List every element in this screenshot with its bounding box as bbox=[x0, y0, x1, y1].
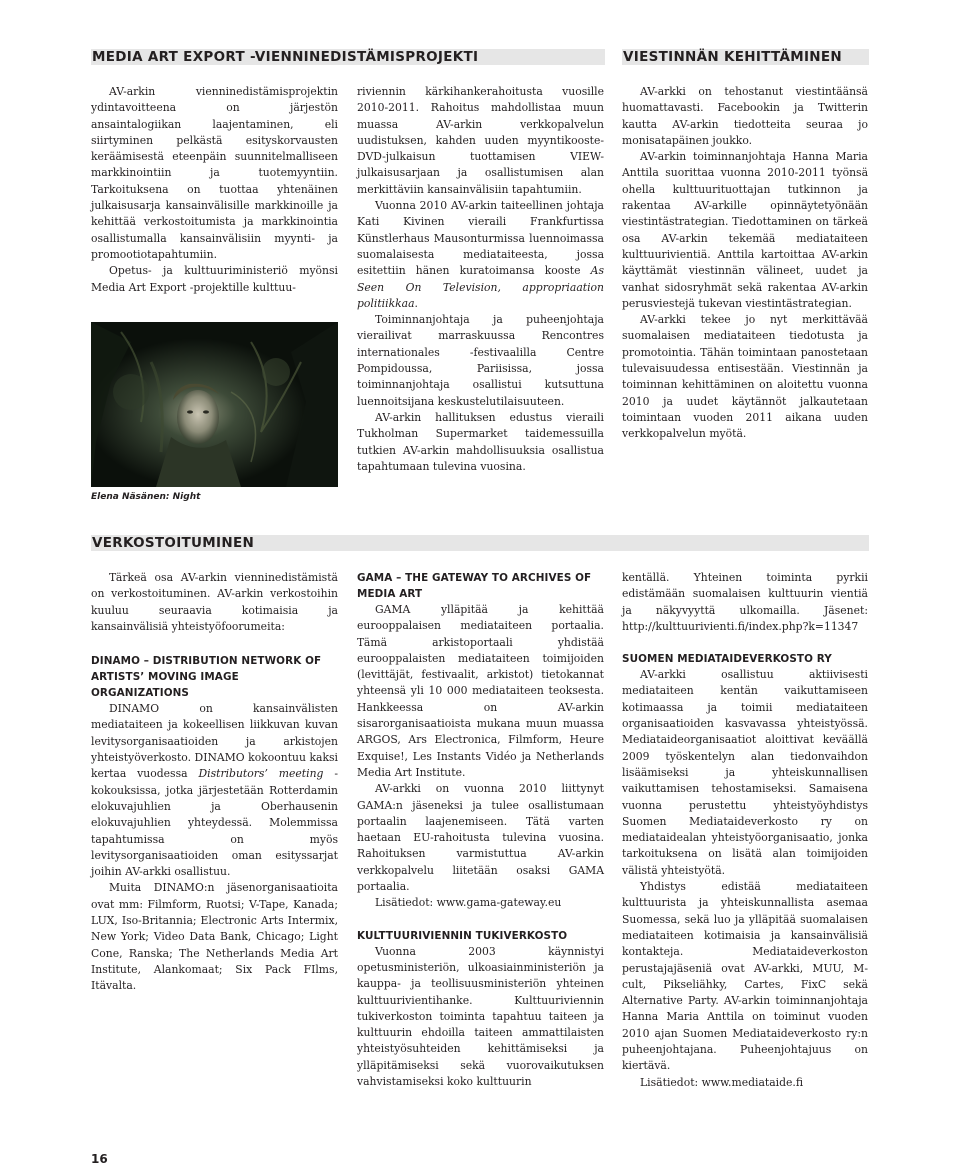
dinamo-paragraph: DINAMO on kansainvälisten mediataiteen ja kokeellisen liikkuvan kuvan levitysorganisaatioiden ja arkistojen yhteistyöverkosto. DINAMO kokoontuu kaksi kertaa vuodessa Distributors’ meeting -kokouksissa, jotka järjestetään Rotterdamin elokuvajuhlien ja Oberhausenin elokuvajuhlien yhteydessä. Molemmissa tapahtumissa on myös levitysorganisaatioiden oman esityssarjat joihin AV-arkki osallistuu. bbox=[91, 702, 338, 879]
gama-link: Lisätiedot: www.gama-gateway.eu bbox=[375, 896, 562, 910]
dinamo-paragraph: Muita DINAMO:n jäsenorganisaatioita ovat mm: Filmform, Ruotsi; V-Tape, Kanada; LUX, Iso-Britannia; Electronic Arts Intermix, New York; Video Data Bank, Chicago; Light Cone, Ranska; The Netherlands Media Art Institute, Alankomaat; Six Pack FIlms, Itävalta. bbox=[91, 881, 338, 993]
night-photo bbox=[91, 322, 338, 487]
section-heading-viestinta: VIESTINNÄN KEHITTÄMINEN bbox=[622, 49, 869, 65]
section-heading-media-art-export: MEDIA ART EXPORT -VIENNINEDISTÄMISPROJEKTI bbox=[91, 49, 605, 65]
verkosto-column-2 bbox=[357, 570, 604, 1090]
viestinta-paragraph: AV-arkin toiminnanjohtaja Hanna Maria Anttila suorittaa vuonna 2010-2011 työnsä ohella kulttuurituottajan tutkinnon ja rakentaa AV-arkille opinnäytetyönään viestintästrategian. Tiedottaminen on tärkeä osa AV-arkin tekemää mediataiteen kulttuurivientiä. Anttila kartoittaa AV-arkin käyttämät viestinnän välineet, uudet ja vanhat sidosryhmät sekä rakentaa AV-arkin perusviestejä tukevan viestintästrategian. bbox=[622, 150, 868, 310]
export-paragraph: Vuonna 2010 AV-arkin taiteellinen johtaja Kati Kivinen vieraili Frankfurtissa Künstlerhaus Mausonturmissa luennoimassa suomalaisesta mediataiteesta, jossa esitettiin hänen kuratoimansa kooste As Seen On Television, appropriaation politiikkaa. bbox=[357, 199, 604, 310]
verkosto-column-3 bbox=[622, 570, 868, 1091]
kulttuurivienti-paragraph: Vuonna 2003 käynnistyi opetusministeriön, ulkoasiainministeriön ja kauppa- ja teollisuusministeriön yhteinen kulttuurivientihanke. Kulttuuriviennin tukiverkoston toiminta tapahtuu taiteen ja kulttuurin ehdoilla taiteen ammattilaisten yhteistyösuhteiden kehittämiseksi ja ylläpitämiseksi sekä vuorovaikutuksen vahvistamiseksi koko kulttuurin bbox=[357, 944, 604, 1089]
gama-paragraph: AV-arkki on vuonna 2010 liittynyt GAMA:n jäseneksi ja tulee osallistumaan portaalin laajenemiseen. Tätä varten haetaan EU-rahoitusta tulevina vuosina. Rahoituksen varmistuttua AV-arkin verkkopalvelu liitetään osaksi GAMA portaalia. bbox=[357, 782, 604, 894]
page-number: 16 bbox=[91, 1152, 108, 1166]
verkosto-column-1 bbox=[91, 570, 338, 995]
export-column-1 bbox=[91, 84, 338, 296]
export-paragraph: AV-arkin vienninedistämisprojektin ydintavoitteena on järjestön ansaintalogiikan laajentaminen, eli siirtyminen pelkästä esityskorvausten keräämisestä eteenpäin suunnitelmalliseen markkinointiin ja tuotemyyntiin. Tarkoituksena on tuottaa yhtenäinen julkaisusarja kansainvälisille markkinoille ja kehittää verkostoitumista ja markkinointia osallistumalla kansainvälisiin myynti- ja promootiotapahtumiin. bbox=[91, 85, 338, 261]
export-paragraph: AV-arkin hallituksen edustus vieraili Tukholman Supermarket taidemessuilla tutkien AV-arkin mahdollisuuksia osallistua tapahtumaan tulevina vuosina. bbox=[357, 410, 604, 473]
night-photo-image bbox=[91, 322, 338, 487]
viestinta-paragraph: AV-arkki tekee jo nyt merkittävää suomalaisen mediataiteen tiedotusta ja promotointia. Tähän toimintaan panostetaan tulevaisuudessa entisestään. Viestinnän ja toiminnan kehittäminen on aloitettu vuonna 2010 ja uudet käytännöt jalkautetaan toimintaan vuoden 2011 aikana uuden verkkopalvelun myötä. bbox=[622, 313, 868, 441]
gama-paragraph: GAMA ylläpitää ja kehittää eurooppalaisen mediataiteen portaalia. Tämä arkistoportaali yhdistää eurooppalaisten mediataiteen toimijoiden (levittäjät, festivaalit, arkistot) tietokannat yhteensä yli 10 000 mediataiteen teoksesta. Hankkeessa on AV-arkin sisarorganisaatioista mukana muun muassa ARGOS, Ars Electronica, Filmform, Heure Exquise!, Les Instants Vidéo ja Netherlands Media Art Institute. bbox=[357, 603, 604, 779]
verkosto-intro: Tärkeä osa AV-arkin vienninedistämistä on verkostoituminen. AV-arkin verkostoihin kuuluu seuraavia kotimaisia ja kansainvälisiä yhteistyöfoorumeita: bbox=[91, 571, 338, 633]
export-paragraph: riviennin kärkihankerahoitusta vuosille 2010-2011. Rahoitus mahdollistaa muun muassa AV-arkin verkkopalvelun uudistuksen, kahden uuden myyntikooste-DVD-julkaisun tuottamisen VIEW-julkaisusarjaan ja osallistumisen alan merkittäviin kansainvälisiin tapahtumiin. bbox=[357, 85, 604, 196]
mediataideverkosto-paragraph: AV-arkki osallistuu aktiivisesti mediataiteen kentän vaikuttamiseen kotimaassa ja toimii mediataiteen organisaatioiden kasvavassa yhteistyössä. Mediataideorganisaatiot aloittivat keväällä 2009 työskentelyn alan tiedonvaihdon lisäämiseksi ja yhteiskunnallisen vaikuttamisen tehostamiseksi. Samaisena vuonna perustettu yhteistyöyhdistys Suomen Mediataideverkosto ry on mediataidealan yhteistyöorganisaatio, jonka tarkoituksena on lisätä alan toimijoiden välistä yhteistyötä. bbox=[622, 668, 868, 877]
exhibition-title: As Seen On Television, appropriaation politiikkaa bbox=[357, 264, 604, 310]
section-heading-verkostoituminen: VERKOSTOITUMINEN bbox=[91, 535, 869, 551]
kulttuurivienti-heading: KULTTUURIVIENNIN TUKIVERKOSTO bbox=[357, 929, 568, 942]
export-paragraph: Toiminnanjohtaja ja puheenjohtaja vierailivat marraskuussa Rencontres internationales -festivaalilla Centre Pompidoussa, Pariisissa, jossa toiminnanjohtaja osallistui kutsuttuna luennoitsijana keskustelutilaisuuteen. bbox=[357, 313, 604, 408]
dinamo-heading: DINAMO – DISTRIBUTION NETWORK OF ARTISTS’ MOVING IMAGE ORGANIZATIONS bbox=[91, 655, 322, 700]
export-paragraph: Opetus- ja kulttuuriministeriö myönsi Media Art Export -projektille kulttuu- bbox=[91, 264, 338, 294]
viestinta-paragraph: AV-arkki on tehostanut viestintäänsä huomattavasti. Facebookin ja Twitterin kautta AV-arkin tiedotteita seuraa jo monisatapäinen joukko. bbox=[622, 85, 868, 147]
mediataideverkosto-link: Lisätiedot: www.mediataide.fi bbox=[640, 1075, 804, 1089]
viestinta-column bbox=[622, 84, 868, 443]
meeting-title: Distributors’ meeting bbox=[198, 767, 324, 781]
mediataideverkosto-heading: SUOMEN MEDIATAIDEVERKOSTO RY bbox=[622, 653, 832, 666]
kulttuurivienti-continued: kentällä. Yhteinen toiminta pyrkii edistämään suomalaisen kulttuurin vientiä ja näkyvyyttä ulkomailla. Jäsenet: http://kulttuurivienti.fi/index.php?k=11347 bbox=[622, 571, 868, 633]
image-caption: Elena Näsänen: Night bbox=[91, 492, 201, 502]
gama-heading: GAMA – THE GATEWAY TO ARCHIVES OF MEDIA ART bbox=[357, 572, 592, 600]
export-column-2 bbox=[357, 84, 604, 475]
mediataideverkosto-paragraph: Yhdistys edistää mediataiteen kulttuurista ja yhteiskunnallista asemaa Suomessa, sekä luo ja ylläpitää suomalaisen mediataiteen kotimaisia ja kansainvälisiä kontakteja. Mediataideverkoston perustajajäseniä ovat AV-arkki, MUU, M-cult, Pikseliähky, Cartes, FixC sekä Alternative Party. AV-arkin toiminnanjohtaja Hanna Maria Anttila on toiminut vuoden 2010 ajan Suomen Mediataideverkosto ry:n puheenjohtajana. Puheenjohtajuus on kiertävä. bbox=[622, 880, 868, 1073]
